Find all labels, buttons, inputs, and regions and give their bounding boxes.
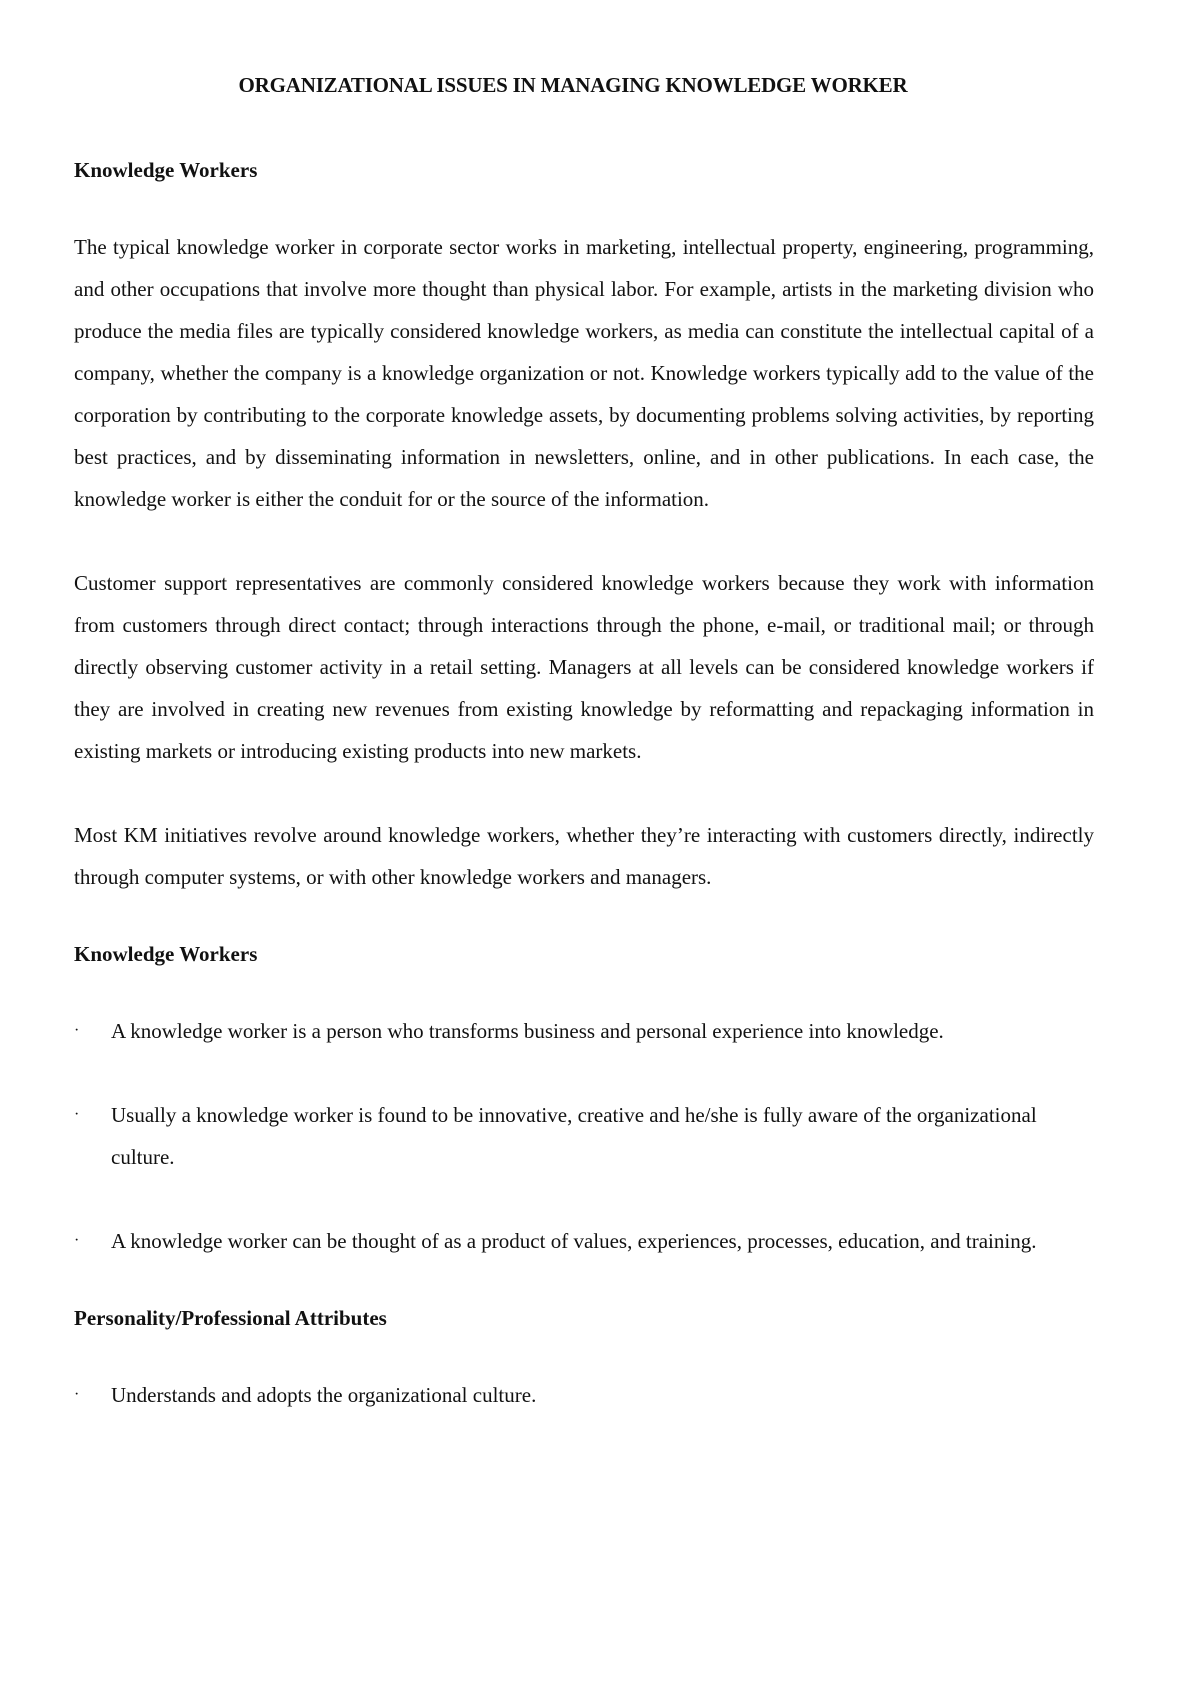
bullet-dot-icon: ·: [74, 1106, 80, 1123]
bullet-dot-icon: ·: [74, 1232, 80, 1249]
document-body: [74, 70, 1094, 1458]
knowledge-worker-bullet-list: [74, 1010, 1094, 1262]
bullet-dot-icon: ·: [74, 1386, 80, 1403]
section-heading-knowledge-workers-list: Knowledge Workers: [74, 942, 258, 966]
paragraph-customer-support: Customer support representatives are commonly considered knowledge workers because they work with information from customers through direct contact; through interactions through the phone, e-mail, or traditional mail; or through directly observing customer activity in a retail setting. Managers at all levels can be considered knowledge workers if they are involved in creating new revenues from existing knowledge by reformatting and repackaging information in existing markets or introducing existing products into new markets.: [74, 571, 1094, 763]
list-item-text: A knowledge worker can be thought of as a product of values, experiences, processes, education, and training.: [111, 1229, 1037, 1253]
paragraph-typical-knowledge-worker: The typical knowledge worker in corporate sector works in marketing, intellectual property, engineering, programming, and other occupations that involve more thought than physical labor. For example, artists in the marketing division who produce the media files are typically considered knowledge workers, as media can constitute the intellectual capital of a company, whether the company is a knowledge organization or not. Knowledge workers typically add to the value of the corporation by contributing to the corporate knowledge assets, by documenting problems solving activities, by reporting best practices, and by disseminating information in newsletters, online, and in other publications. In each case, the knowledge worker is either the conduit for or the source of the information.: [74, 235, 1094, 511]
list-item-text: Understands and adopts the organizational culture.: [111, 1383, 537, 1407]
list-item: [74, 1220, 1094, 1262]
list-item-text: A knowledge worker is a person who transforms business and personal experience into knowledge.: [111, 1019, 944, 1043]
bullet-dot-icon: ·: [74, 1022, 80, 1039]
list-item: [74, 1094, 1094, 1178]
list-item-text: Usually a knowledge worker is found to be innovative, creative and he/she is fully aware of the organizational culture.: [111, 1103, 1037, 1169]
document-title: ORGANIZATIONAL ISSUES IN MANAGING KNOWLEDGE WORKER: [238, 73, 908, 97]
list-item: [74, 1010, 1094, 1052]
attributes-bullet-list: [74, 1374, 1094, 1416]
section-heading-personality-attributes: Personality/Professional Attributes: [74, 1306, 387, 1330]
section-heading-knowledge-workers: Knowledge Workers: [74, 158, 258, 182]
list-item: [74, 1374, 1094, 1416]
paragraph-km-initiatives: Most KM initiatives revolve around knowledge workers, whether they’re interacting with customers directly, indirectly through computer systems, or with other knowledge workers and managers.: [74, 823, 1094, 889]
